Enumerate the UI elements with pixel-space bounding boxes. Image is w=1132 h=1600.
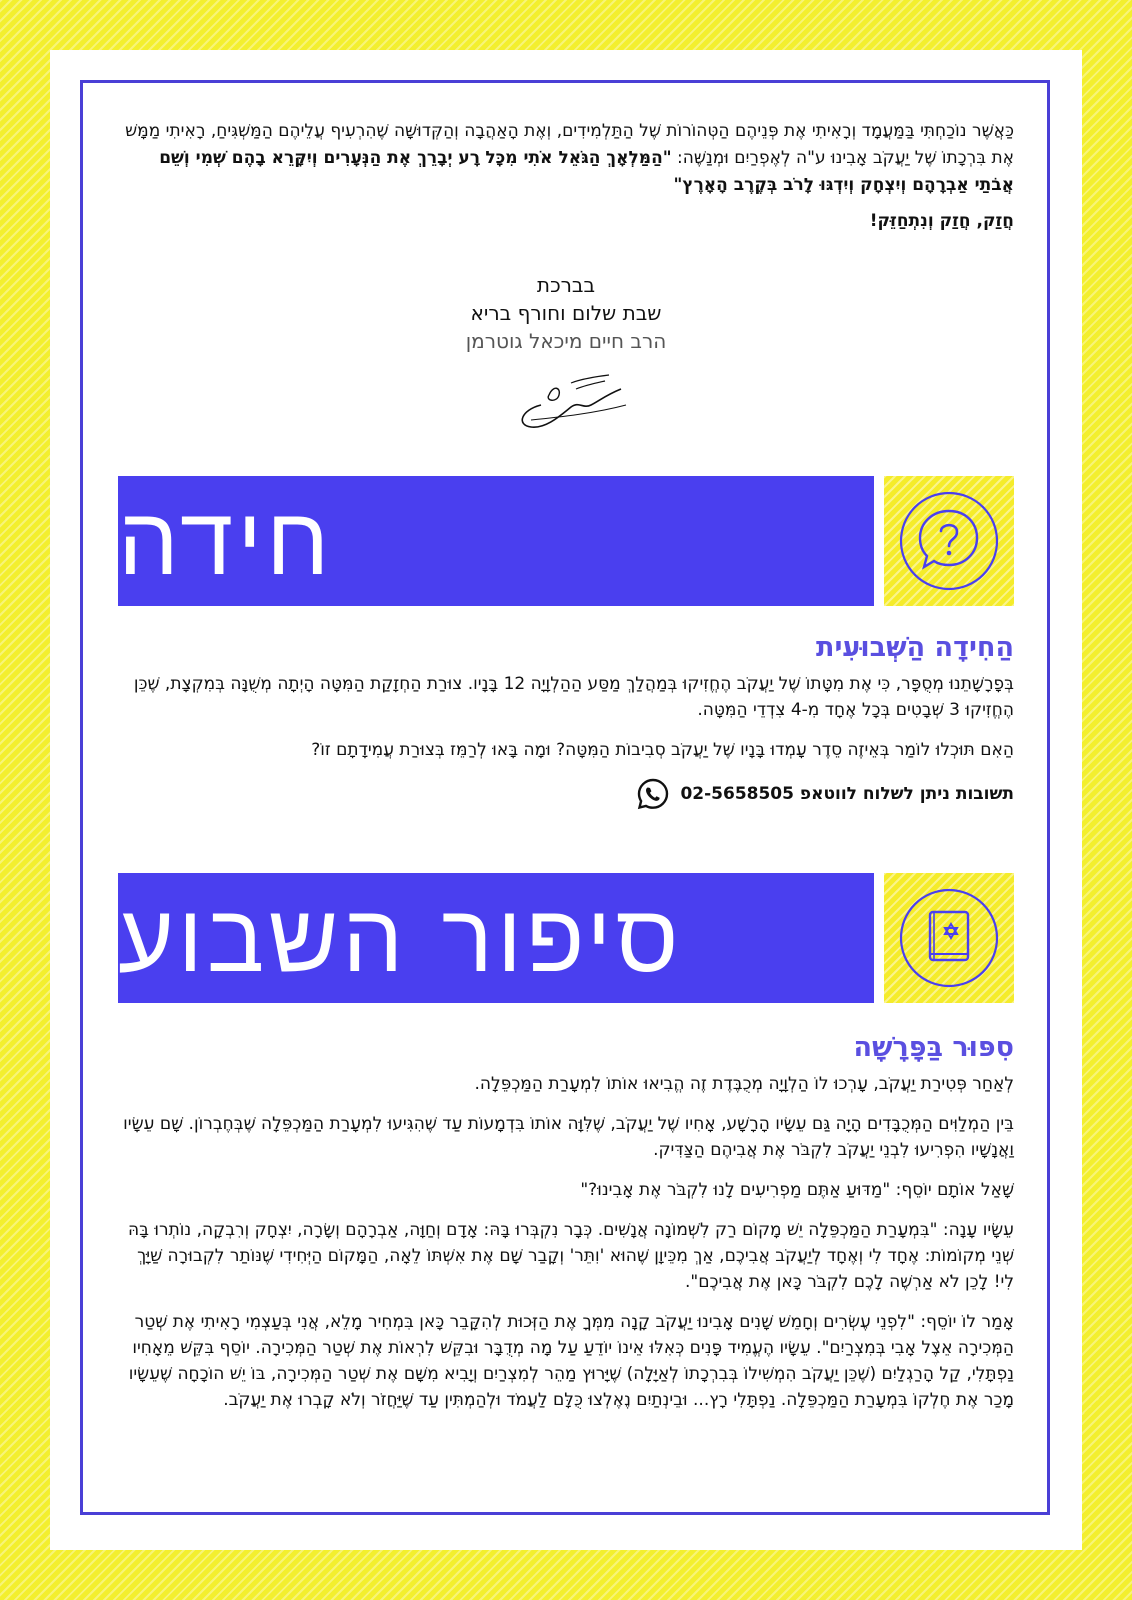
riddle-banner	[118, 476, 1014, 606]
riddle-heading: הַחִידָה הַשְּׁבוּעִית	[816, 632, 1014, 663]
signature-image	[501, 365, 631, 435]
book-star-of-david-icon	[897, 886, 1001, 990]
blessing-block	[118, 271, 1014, 435]
intro-line-2: עֲלֵיהֶם הַמַּשְׁגִּיחַ, רָאִיתִי מַמָּשׁ אֶת בִּרְכָתוֹ שֶׁל יַעֲקֹב אָבִינוּ ע"ה לְאֶפְרַיִם וּמְנַשֶּׁה:	[125, 121, 1014, 168]
intro-quote-end: רָע יְבָרֵךְ אֶת הַנְּעָרִים וְיִקָּרֵא בָהֶם שְׁמִי וְשֵׁם אֲבֹתַי אַבְרָהָם וְיִצְחָק וְיִדְגּוּ לָרֹב בְּקֶרֶב הָאָרֶץ"	[159, 148, 1014, 195]
story-section	[118, 1032, 1014, 1427]
riddle-section	[118, 632, 1014, 811]
story-banner	[118, 873, 1014, 1003]
story-banner-title: סיפור השבוע	[118, 873, 874, 1003]
intro-quote-start: "הַמַּלְאָךְ הַגֹּאֵל אֹתִי מִכָּל	[485, 148, 672, 168]
story-icon-box	[884, 873, 1014, 1003]
chazak-line: חֲזַק, חֲזַק וְנִתְחַזֵּק!	[869, 211, 1014, 231]
whatsapp-answers-line	[118, 777, 1014, 811]
riddle-banner-title: חידה	[118, 476, 874, 606]
riddle-icon-box	[884, 476, 1014, 606]
story-paragraph-1: לְאַחַר פְּטִירַת יַעֲקֹב, עָרְכוּ לוֹ הַלְוָיָה מְכֻבֶּדֶת זֶה הֱבִיאוּ אוֹתוֹ לִמְעָרַת הַמַּכְפֵּלָה.	[474, 1074, 1014, 1094]
blessing-line-1: בברכת	[536, 273, 596, 297]
story-heading: סִפּוּר בַּפָּרָשָׁה	[853, 1032, 1014, 1063]
rabbi-name: הרב חיים מיכאל גוטרמן	[465, 329, 667, 353]
riddle-paragraph-2: הַאִם תּוּכְלוּ לוֹמַר בְּאֵיזֶה סֵדֶר עָמְדוּ בָּנָיו שֶׁל יַעֲקֹב סְבִיבוֹת הַמִּטָּה? וּמָה בָּאוּ לְרַמֵּז בְּצוּרַת עֲמִידָתָם זוֹ?	[311, 740, 1014, 760]
answers-text: תשובות ניתן לשלוח לווטאפ 02-5658505	[680, 784, 1014, 804]
story-paragraph-5: אָמַר לוֹ יוֹסֵף: "לִפְנֵי עֶשְׂרִים וְחָמֵשׁ שָׁנִים אָבִינוּ יַעֲקֹב קָנָה מִמְּךָ אֶת הַזְּכוּת לְהִקָּבֵר כָּאן בִּמְחִיר מָלֵא, אֲנִי בְּעַצְמִי רָאִיתִי אֶת שְׁטַר הַמְּכִירָה אֵצֶל אָבִי בְּמִצְרַיִם". עֵשָׂיו הֶעֱמִיד פָּנִים כְּאִלּוּ אֵינוֹ יוֹדֵעַ עַל מָה מְדֻבָּר וּבִקֵּשׁ לִרְאוֹת אֶת שְׁטַר הַמְּכִירָה. יוֹסֵף בִּקֵּשׁ מֵאָחִיו נַפְתָּלִי, קַל הָרַגְלַיִם (שֶׁכֵּן יַעֲקֹב הִמְשִׁילוֹ בְּבִרְכָתוֹ לְאַיָּלָה) שֶׁיָּרוּץ מַהֵר לְמִצְרַיִם וְיָבִיא מִשָּׁם אֶת שְׁטַר הַמְּכִירָה, בּוֹ יֵשׁ הוֹכָחָה שֶׁעֵשָׂיו מָכַר אֶת חֶלְקוֹ בִּמְעָרַת הַמַּכְפֵּלָה. נַפְתָּלִי רָץ... וּבֵינְתַיִם נֶאֶלְצוּ כֻּלָּם לַעֲמֹד וּלְהַמְתִּין עַד שֶׁיַּחֲזֹר וְלֹא קָבְרוּ אֶת יַעֲקֹב.	[128, 1312, 1014, 1410]
riddle-paragraph-1: בְּפָרָשָׁתֵנוּ מְסֻפָּר, כִּי אֶת מִטָּתוֹ שֶׁל יַעֲקֹב הֶחֱזִיקוּ בְּמַהֲלַךְ מַסַּע הַהַלְוָיָה 12 בָּנָיו. צוּרַת הַחְזָקַת הַמִּטָּה הָיְתָה מְשֻׁנָּה בְּמִקְצָת, שֶׁכֵּן הֶחֱזִיקוּ 3 שְׁבָטִים בְּכָל אֶחָד מִ-4 צִדְדֵי הַמִּטָּה.	[133, 674, 1014, 720]
whatsapp-icon	[636, 777, 670, 811]
story-paragraph-2: בֵּין הַמְלַוִּים הַמְּכֻבָּדִים הָיָה גַּם עֵשָׂיו הָרָשָׁע, אָחִיו שֶׁל יַעֲקֹב, שֶׁלִּוָּה אוֹתוֹ בִּדְמָעוֹת עַד שֶׁהִגִּיעוּ לִמְעָרַת הַמַּכְפֵּלָה שֶׁבְּחֶבְרוֹן. שָׁם עֵשָׂיו וַאֲנָשָׁיו הִפְרִיעוּ לִבְנֵי יַעֲקֹב לִקְבֹּר אֶת אֲבִיהֶם הַצַּדִּיק.	[123, 1114, 1014, 1160]
intro-line-1: כַּאֲשֶׁר נוֹכַחְתִּי בַּמַּעֲמָד וְרָאִיתִי אֶת פְּנֵיהֶם הַטְּהוֹרוֹת שֶׁל הַתַּלְמִידִים, וְאֶת הָאַהֲבָה וְהַקְּדוּשָּׁה שֶׁהִרְעִיף	[330, 121, 1014, 141]
intro-section	[118, 118, 1014, 435]
story-paragraph-4: עֵשָׂיו עָנָה: "בִּמְעָרַת הַמַּכְפֵּלָה יֵשׁ מָקוֹם רַק לִשְׁמוֹנָה אֲנָשִׁים. כְּבָר נִקְבְּרוּ בָּהּ: אָדָם וְחַוָּה, אַבְרָהָם וְשָׂרָה, יִצְחָק וְרִבְקָה, נוֹתְרוּ בָּהּ שְׁנֵי מְקוֹמוֹת: אֶחָד לִי וְאֶחָד לְיַעֲקֹב אֲבִיכֶם, אַךְ מִכֵּיוָן שֶׁהוּא 'וִתֵּר' וְקָבַר שָׁם אֶת אִשְׁתּוֹ לֵאָה, הַמָּקוֹם הַיְּחִידִי שֶׁנּוֹתַר לִקְבוּרָה שַׁיָּךְ לִי! לָכֵן לֹא אַרְשֶׁה לָכֶם לִקְבֹּר כָּאן אֶת אֲבִיכֶם".	[128, 1220, 1014, 1292]
question-bubble-icon	[897, 489, 1001, 593]
intro-paragraph	[118, 118, 1014, 199]
blessing-line-2: שבת שלום וחורף בריא	[470, 301, 662, 325]
story-paragraph-3: שָׁאַל אוֹתָם יוֹסֵף: "מַדּוּעַ אַתֶּם מַפְרִיעִים לָנוּ לִקְבֹּר אֶת אָבִינוּ?"	[580, 1180, 1014, 1200]
